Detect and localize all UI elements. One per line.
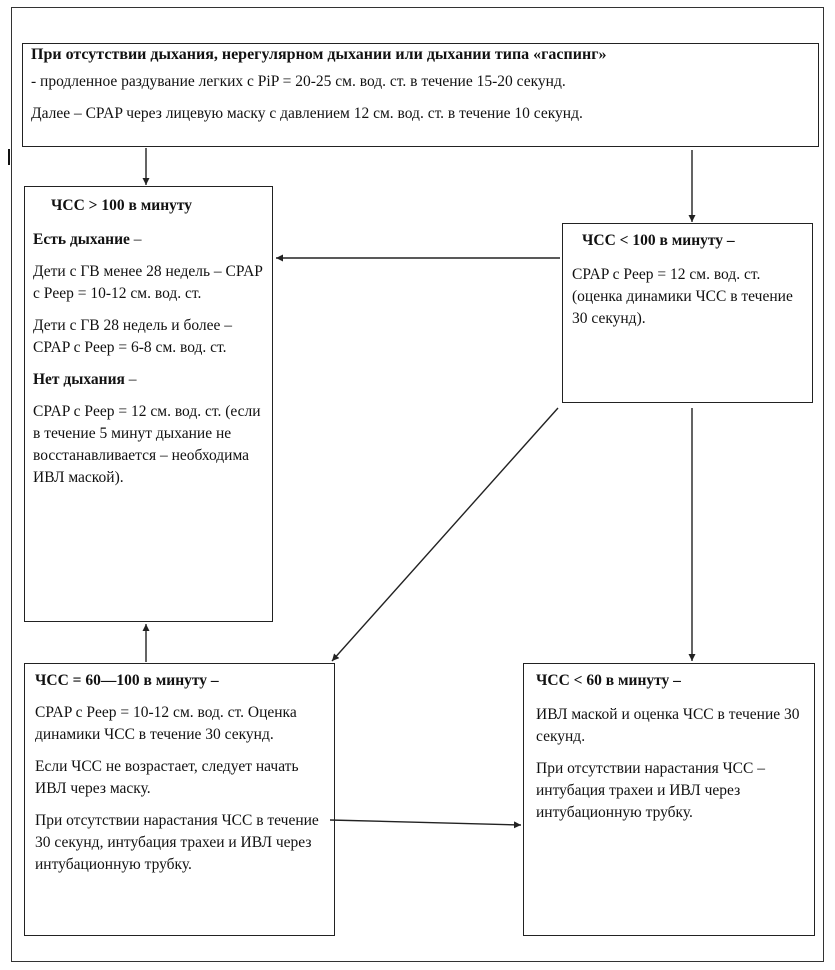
hr-60-100-text-ventilation: Если ЧСС не возрастает, следует начать ИВЛ через маску. (35, 758, 299, 797)
initial-step-inflation: - продленное раздувание легких с PiP = 20-25 см. вод. ст. в течение 15-20 секунд. (31, 73, 566, 90)
hr-above-100-box (24, 186, 273, 622)
breathing-present-heading (33, 229, 266, 251)
hr-below-60-text-mask: ИВЛ маской и оценка ЧСС в течение 30 секунд. (536, 706, 800, 745)
hr-below-60-title: ЧСС < 60 в минуту – (536, 672, 681, 689)
hr-below-100-title: ЧСС < 100 в минуту – (582, 232, 735, 249)
text-cursor-mark (8, 149, 10, 165)
hr-below-60-box (523, 663, 815, 936)
hr-below-100-box (562, 223, 813, 403)
hr-below-60-text-intubation: При отсутствии нарастания ЧСС – интубация трахеи и ИВЛ через интубационную трубку. (536, 760, 765, 821)
hr-60-100-text-intubation: При отсутствии нарастания ЧСС в течение 30 секунд, интубация трахеи и ИВЛ через интубационную трубку. (35, 812, 319, 873)
no-breathing-dash: – (124, 371, 137, 388)
breathing-present-dash: – (129, 231, 142, 248)
initial-step-condition: При отсутствии дыхания, нерегулярном дыхании или дыхании типа «гаспинг» (31, 46, 607, 63)
hr-60-100-box (24, 663, 335, 936)
hr-60-100-title: ЧСС = 60—100 в минуту – (35, 672, 219, 689)
initial-step-box (22, 43, 819, 147)
under-28-weeks-text: Дети с ГВ менее 28 недель – CPAP с Peep = 10-12 см. вод. ст. (33, 263, 263, 302)
breathing-present-label: Есть дыхание (33, 231, 130, 248)
no-breathing-heading (33, 369, 266, 391)
over-28-weeks-text: Дети с ГВ 28 недель и более – CPAP с Peep = 6-8 см. вод. ст. (33, 317, 233, 356)
no-breathing-text: CPAP с Peep = 12 см. вод. ст. (если в течение 5 минут дыхание не восстанавливается – необходима ИВЛ маской). (33, 403, 261, 486)
hr-below-100-text: CPAP с Peep = 12 см. вод. ст. (оценка динамики ЧСС в течение 30 секунд). (572, 266, 793, 327)
initial-step-cpap: Далее – CPAP через лицевую маску с давлением 12 см. вод. ст. в течение 10 секунд. (31, 105, 583, 122)
hr-60-100-text-cpap: CPAP с Peep = 10-12 см. вод. ст. Оценка динамики ЧСС в течение 30 секунд. (35, 704, 297, 743)
hr-above-100-title: ЧСС > 100 в минуту (51, 197, 193, 214)
no-breathing-label: Нет дыхания (33, 371, 125, 388)
